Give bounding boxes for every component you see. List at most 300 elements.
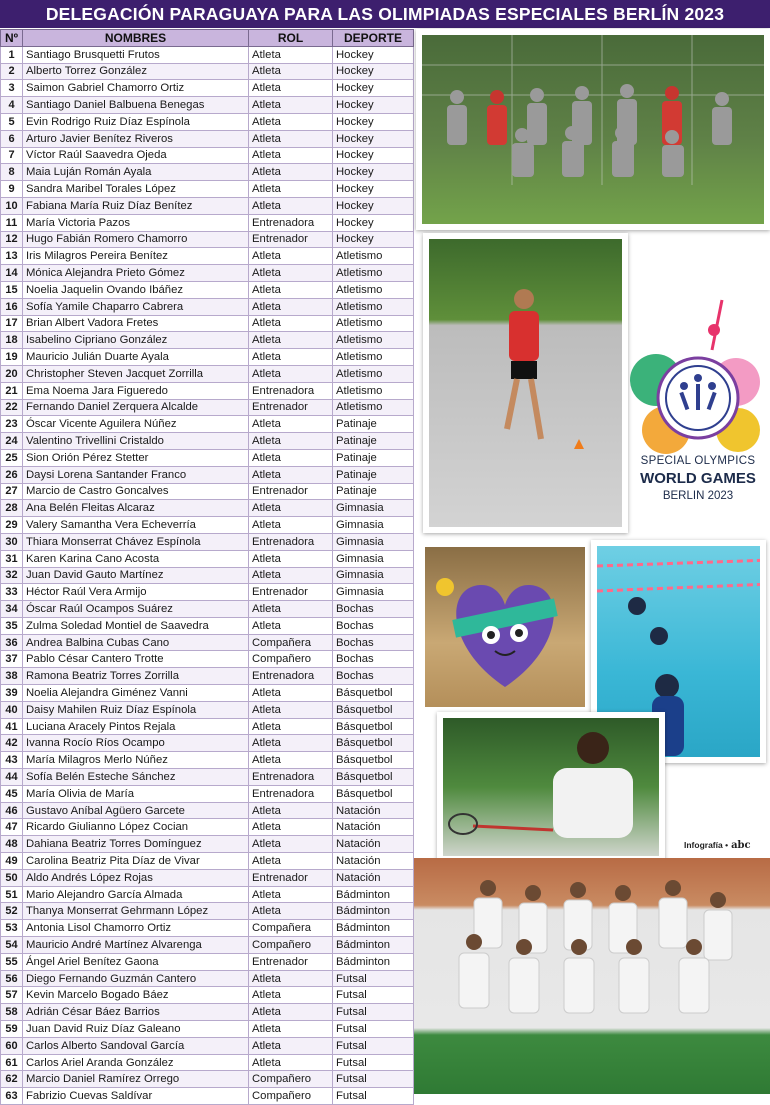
row-num: 20 <box>1 365 23 382</box>
row-sport: Atletismo <box>333 298 414 315</box>
row-num: 34 <box>1 601 23 618</box>
row-sport: Atletismo <box>333 365 414 382</box>
row-name: Óscar Raúl Ocampos Suárez <box>23 601 249 618</box>
row-role: Atleta <box>249 685 333 702</box>
row-num: 11 <box>1 214 23 231</box>
header-number: Nº <box>1 30 23 47</box>
row-name: Sion Orión Pérez Stetter <box>23 449 249 466</box>
row-sport: Atletismo <box>333 281 414 298</box>
row-role: Atleta <box>249 836 333 853</box>
row-name: Carlos Ariel Aranda González <box>23 1054 249 1071</box>
table-row <box>1 164 414 181</box>
table-row <box>1 1037 414 1054</box>
row-role: Atleta <box>249 147 333 164</box>
row-sport: Hockey <box>333 181 414 198</box>
row-num: 46 <box>1 802 23 819</box>
table-row <box>1 281 414 298</box>
row-name: Carlos Alberto Sandoval García <box>23 1037 249 1054</box>
row-sport: Básquetbol <box>333 769 414 786</box>
table-row <box>1 265 414 282</box>
row-name: Iris Milagros Pereira Benítez <box>23 248 249 265</box>
table-row <box>1 517 414 534</box>
table-row <box>1 181 414 198</box>
row-num: 44 <box>1 769 23 786</box>
table-row <box>1 836 414 853</box>
table-row <box>1 533 414 550</box>
row-name: Juan David Gauto Martínez <box>23 567 249 584</box>
row-sport: Gimnasia <box>333 517 414 534</box>
row-num: 55 <box>1 953 23 970</box>
table-row <box>1 617 414 634</box>
row-role: Atleta <box>249 617 333 634</box>
table-row <box>1 315 414 332</box>
row-sport: Bádminton <box>333 903 414 920</box>
row-num: 9 <box>1 181 23 198</box>
row-role: Atleta <box>249 181 333 198</box>
row-num: 10 <box>1 197 23 214</box>
row-sport: Hockey <box>333 214 414 231</box>
row-role: Entrenadora <box>249 214 333 231</box>
table-row <box>1 382 414 399</box>
credit-label: Infografía • <box>684 840 729 850</box>
row-role: Compañera <box>249 634 333 651</box>
row-name: Daysi Lorena Santander Franco <box>23 466 249 483</box>
table-row <box>1 584 414 601</box>
table-row <box>1 1004 414 1021</box>
row-name: Andrea Balbina Cubas Cano <box>23 634 249 651</box>
row-role: Atleta <box>249 265 333 282</box>
row-role: Atleta <box>249 735 333 752</box>
table-row <box>1 449 414 466</box>
row-role: Atleta <box>249 1021 333 1038</box>
row-name: Sandra Maribel Torales López <box>23 181 249 198</box>
row-sport: Bádminton <box>333 937 414 954</box>
row-num: 16 <box>1 298 23 315</box>
row-sport: Atletismo <box>333 332 414 349</box>
table-row <box>1 365 414 382</box>
row-num: 32 <box>1 567 23 584</box>
row-sport: Bádminton <box>333 920 414 937</box>
table-row <box>1 550 414 567</box>
row-role: Atleta <box>249 718 333 735</box>
row-sport: Básquetbol <box>333 735 414 752</box>
row-sport: Futsal <box>333 987 414 1004</box>
row-name: Christopher Steven Jacquet Zorrilla <box>23 365 249 382</box>
row-num: 30 <box>1 533 23 550</box>
row-name: Mónica Alejandra Prieto Gómez <box>23 265 249 282</box>
row-role: Atleta <box>249 1054 333 1071</box>
table-row <box>1 416 414 433</box>
row-name: Aldo Andrés López Rojas <box>23 869 249 886</box>
row-role: Compañero <box>249 1071 333 1088</box>
row-sport: Bochas <box>333 634 414 651</box>
row-sport: Bochas <box>333 601 414 618</box>
row-name: Juan David Ruiz Díaz Galeano <box>23 1021 249 1038</box>
table-row <box>1 113 414 130</box>
row-num: 48 <box>1 836 23 853</box>
row-sport: Natación <box>333 802 414 819</box>
table-row <box>1 685 414 702</box>
row-sport: Atletismo <box>333 248 414 265</box>
table-row <box>1 752 414 769</box>
table-row <box>1 466 414 483</box>
row-num: 54 <box>1 937 23 954</box>
row-name: Sofía Belén Esteche Sánchez <box>23 769 249 786</box>
row-num: 28 <box>1 500 23 517</box>
row-name: Noelia Alejandra Giménez Vanni <box>23 685 249 702</box>
row-name: María Victoria Pazos <box>23 214 249 231</box>
logo-line-world-games: WORLD GAMES <box>640 470 756 487</box>
table-row <box>1 248 414 265</box>
hockey-team-photo <box>416 29 770 230</box>
row-num: 26 <box>1 466 23 483</box>
row-name: Valentino Trivellini Cristaldo <box>23 433 249 450</box>
row-role: Atleta <box>249 315 333 332</box>
row-role: Entrenador <box>249 399 333 416</box>
row-num: 3 <box>1 80 23 97</box>
row-name: Gustavo Aníbal Agüero Garcete <box>23 802 249 819</box>
row-num: 57 <box>1 987 23 1004</box>
row-num: 47 <box>1 819 23 836</box>
row-sport: Futsal <box>333 1088 414 1105</box>
table-row <box>1 567 414 584</box>
row-role: Entrenadora <box>249 769 333 786</box>
row-role: Atleta <box>249 853 333 870</box>
table-row <box>1 97 414 114</box>
row-num: 33 <box>1 584 23 601</box>
row-role: Entrenadora <box>249 533 333 550</box>
row-role: Atleta <box>249 1004 333 1021</box>
row-role: Atleta <box>249 433 333 450</box>
row-num: 24 <box>1 433 23 450</box>
row-name: Marcio de Castro Goncalves <box>23 483 249 500</box>
row-role: Compañero <box>249 651 333 668</box>
header-names: NOMBRES <box>23 30 249 47</box>
row-role: Entrenadora <box>249 668 333 685</box>
row-num: 27 <box>1 483 23 500</box>
table-row <box>1 802 414 819</box>
row-role: Entrenador <box>249 953 333 970</box>
row-sport: Patinaje <box>333 466 414 483</box>
table-row <box>1 63 414 80</box>
table-row <box>1 231 414 248</box>
row-role: Atleta <box>249 449 333 466</box>
row-name: María Olivia de María <box>23 785 249 802</box>
row-name: Antonia Lisol Chamorro Ortiz <box>23 920 249 937</box>
row-num: 42 <box>1 735 23 752</box>
row-sport: Gimnasia <box>333 500 414 517</box>
header-role: ROL <box>249 30 333 47</box>
row-role: Compañero <box>249 937 333 954</box>
row-num: 8 <box>1 164 23 181</box>
table-row <box>1 987 414 1004</box>
row-sport: Básquetbol <box>333 752 414 769</box>
row-role: Atleta <box>249 197 333 214</box>
row-sport: Hockey <box>333 46 414 63</box>
table-row <box>1 214 414 231</box>
row-role: Atleta <box>249 752 333 769</box>
row-name: Maia Luján Román Ayala <box>23 164 249 181</box>
row-num: 37 <box>1 651 23 668</box>
row-sport: Gimnasia <box>333 584 414 601</box>
table-row <box>1 735 414 752</box>
row-name: Thiara Monserrat Chávez Espínola <box>23 533 249 550</box>
table-row <box>1 500 414 517</box>
row-num: 17 <box>1 315 23 332</box>
table-row <box>1 651 414 668</box>
table-row <box>1 1071 414 1088</box>
row-role: Atleta <box>249 819 333 836</box>
row-name: Kevin Marcelo Bogado Báez <box>23 987 249 1004</box>
row-sport: Básquetbol <box>333 785 414 802</box>
row-sport: Natación <box>333 836 414 853</box>
row-sport: Bochas <box>333 651 414 668</box>
row-sport: Futsal <box>333 1004 414 1021</box>
row-name: Carolina Beatriz Pita Díaz de Vivar <box>23 853 249 870</box>
row-sport: Atletismo <box>333 349 414 366</box>
row-sport: Hockey <box>333 63 414 80</box>
row-sport: Gimnasia <box>333 533 414 550</box>
row-role: Entrenadora <box>249 785 333 802</box>
row-name: Daisy Mahilen Ruiz Díaz Espínola <box>23 701 249 718</box>
row-sport: Hockey <box>333 147 414 164</box>
row-role: Entrenador <box>249 483 333 500</box>
row-role: Atleta <box>249 517 333 534</box>
row-num: 14 <box>1 265 23 282</box>
row-num: 41 <box>1 718 23 735</box>
row-name: Alberto Torrez González <box>23 63 249 80</box>
table-row <box>1 970 414 987</box>
row-num: 23 <box>1 416 23 433</box>
row-role: Atleta <box>249 46 333 63</box>
table-row <box>1 80 414 97</box>
table-row <box>1 953 414 970</box>
row-num: 52 <box>1 903 23 920</box>
row-sport: Natación <box>333 819 414 836</box>
table-row <box>1 937 414 954</box>
table-row <box>1 147 414 164</box>
table-row <box>1 785 414 802</box>
row-role: Atleta <box>249 332 333 349</box>
table-row <box>1 718 414 735</box>
row-name: Adrián César Báez Barrios <box>23 1004 249 1021</box>
table-row <box>1 853 414 870</box>
athletics-photo <box>423 233 628 533</box>
row-role: Atleta <box>249 567 333 584</box>
logo-line-special-olympics: SPECIAL OLYMPICS <box>640 455 756 467</box>
row-name: Fabiana María Ruiz Díaz Benítez <box>23 197 249 214</box>
row-sport: Básquetbol <box>333 685 414 702</box>
row-sport: Bochas <box>333 617 414 634</box>
table-row <box>1 298 414 315</box>
row-role: Compañero <box>249 1088 333 1105</box>
row-sport: Patinaje <box>333 416 414 433</box>
row-num: 22 <box>1 399 23 416</box>
table-row <box>1 399 414 416</box>
row-name: Santiago Brusquetti Frutos <box>23 46 249 63</box>
table-row <box>1 483 414 500</box>
row-num: 12 <box>1 231 23 248</box>
row-name: Brian Albert Vadora Fretes <box>23 315 249 332</box>
row-name: Isabelino Cipriano González <box>23 332 249 349</box>
row-name: Ricardo Giulianno López Cocian <box>23 819 249 836</box>
row-num: 18 <box>1 332 23 349</box>
row-role: Atleta <box>249 903 333 920</box>
table-row <box>1 769 414 786</box>
infographic-credit <box>684 840 751 851</box>
row-role: Entrenador <box>249 584 333 601</box>
row-sport: Bochas <box>333 668 414 685</box>
row-role: Atleta <box>249 248 333 265</box>
abc-logo: abc <box>731 840 751 851</box>
row-num: 19 <box>1 349 23 366</box>
table-row <box>1 349 414 366</box>
row-name: Santiago Daniel Balbuena Benegas <box>23 97 249 114</box>
row-num: 36 <box>1 634 23 651</box>
row-sport: Hockey <box>333 130 414 147</box>
row-num: 60 <box>1 1037 23 1054</box>
row-num: 31 <box>1 550 23 567</box>
row-num: 35 <box>1 617 23 634</box>
row-name: Noelia Jaquelin Ovando Ibáñez <box>23 281 249 298</box>
row-role: Atleta <box>249 970 333 987</box>
row-role: Atleta <box>249 349 333 366</box>
delegation-table <box>0 29 414 1105</box>
row-sport: Futsal <box>333 1021 414 1038</box>
row-num: 50 <box>1 869 23 886</box>
table-row <box>1 197 414 214</box>
row-sport: Atletismo <box>333 315 414 332</box>
row-name: Saimon Gabriel Chamorro Ortiz <box>23 80 249 97</box>
row-num: 4 <box>1 97 23 114</box>
row-num: 56 <box>1 970 23 987</box>
row-name: Héctor Raúl Vera Armijo <box>23 584 249 601</box>
row-name: María Milagros Merlo Núñez <box>23 752 249 769</box>
row-name: Sofía Yamile Chaparro Cabrera <box>23 298 249 315</box>
row-sport: Natación <box>333 869 414 886</box>
row-role: Atleta <box>249 164 333 181</box>
table-row <box>1 130 414 147</box>
row-num: 45 <box>1 785 23 802</box>
table-row <box>1 903 414 920</box>
row-role: Atleta <box>249 281 333 298</box>
row-role: Atleta <box>249 80 333 97</box>
table-row <box>1 869 414 886</box>
row-role: Atleta <box>249 802 333 819</box>
table-row <box>1 634 414 651</box>
row-name: Luciana Aracely Pintos Rejala <box>23 718 249 735</box>
row-name: Diego Fernando Guzmán Cantero <box>23 970 249 987</box>
row-sport: Hockey <box>333 113 414 130</box>
row-name: Evin Rodrigo Ruiz Díaz Espínola <box>23 113 249 130</box>
table-row <box>1 601 414 618</box>
row-num: 58 <box>1 1004 23 1021</box>
row-name: Arturo Javier Benítez Riveros <box>23 130 249 147</box>
row-num: 15 <box>1 281 23 298</box>
table-row <box>1 668 414 685</box>
page-title: DELEGACIÓN PARAGUAYA PARA LAS OLIMPIADAS ESPECIALES BERLÍN 2023 <box>0 0 770 28</box>
row-role: Entrenador <box>249 231 333 248</box>
row-sport: Futsal <box>333 970 414 987</box>
table-row <box>1 920 414 937</box>
table-row <box>1 1088 414 1105</box>
row-name: Víctor Raúl Saavedra Ojeda <box>23 147 249 164</box>
row-num: 39 <box>1 685 23 702</box>
row-name: Mauricio Julián Duarte Ayala <box>23 349 249 366</box>
table-row <box>1 701 414 718</box>
row-num: 43 <box>1 752 23 769</box>
row-num: 6 <box>1 130 23 147</box>
row-sport: Futsal <box>333 1037 414 1054</box>
table-row <box>1 1021 414 1038</box>
table-row <box>1 886 414 903</box>
row-role: Atleta <box>249 886 333 903</box>
row-name: Zulma Soledad Montiel de Saavedra <box>23 617 249 634</box>
row-num: 21 <box>1 382 23 399</box>
row-num: 25 <box>1 449 23 466</box>
logo-line-berlin: BERLIN 2023 <box>662 490 734 502</box>
row-num: 38 <box>1 668 23 685</box>
row-num: 2 <box>1 63 23 80</box>
row-role: Atleta <box>249 298 333 315</box>
row-sport: Patinaje <box>333 483 414 500</box>
row-role: Atleta <box>249 500 333 517</box>
row-sport: Atletismo <box>333 399 414 416</box>
row-name: Ivanna Rocío Ríos Ocampo <box>23 735 249 752</box>
row-sport: Natación <box>333 853 414 870</box>
row-sport: Básquetbol <box>333 701 414 718</box>
row-role: Atleta <box>249 63 333 80</box>
row-role: Entrenador <box>249 869 333 886</box>
row-sport: Patinaje <box>333 433 414 450</box>
row-role: Atleta <box>249 130 333 147</box>
row-name: Ema Noema Jara Figueredo <box>23 382 249 399</box>
table-row <box>1 819 414 836</box>
row-role: Atleta <box>249 550 333 567</box>
row-role: Atleta <box>249 416 333 433</box>
row-sport: Básquetbol <box>333 718 414 735</box>
mascot-photo <box>425 547 585 707</box>
row-num: 62 <box>1 1071 23 1088</box>
row-num: 1 <box>1 46 23 63</box>
row-sport: Bádminton <box>333 953 414 970</box>
row-role: Atleta <box>249 365 333 382</box>
row-name: Ángel Ariel Benítez Gaona <box>23 953 249 970</box>
row-name: Thanya Monserrat Gehrmann López <box>23 903 249 920</box>
row-name: Valery Samantha Vera Echeverría <box>23 517 249 534</box>
row-role: Atleta <box>249 1037 333 1054</box>
row-sport: Hockey <box>333 97 414 114</box>
row-name: Hugo Fabián Romero Chamorro <box>23 231 249 248</box>
row-sport: Atletismo <box>333 382 414 399</box>
row-role: Atleta <box>249 987 333 1004</box>
row-name: Marcio Daniel Ramírez Orrego <box>23 1071 249 1088</box>
row-num: 5 <box>1 113 23 130</box>
row-name: Ana Belén Fleitas Alcaraz <box>23 500 249 517</box>
row-num: 59 <box>1 1021 23 1038</box>
row-role: Atleta <box>249 97 333 114</box>
futsal-team-photo <box>414 858 770 1094</box>
badminton-photo <box>437 712 665 862</box>
row-name: Pablo César Cantero Trotte <box>23 651 249 668</box>
table-row <box>1 332 414 349</box>
row-name: Karen Karina Cano Acosta <box>23 550 249 567</box>
row-sport: Hockey <box>333 197 414 214</box>
row-name: Ramona Beatriz Torres Zorrilla <box>23 668 249 685</box>
row-sport: Hockey <box>333 80 414 97</box>
row-num: 40 <box>1 701 23 718</box>
table-row <box>1 1054 414 1071</box>
